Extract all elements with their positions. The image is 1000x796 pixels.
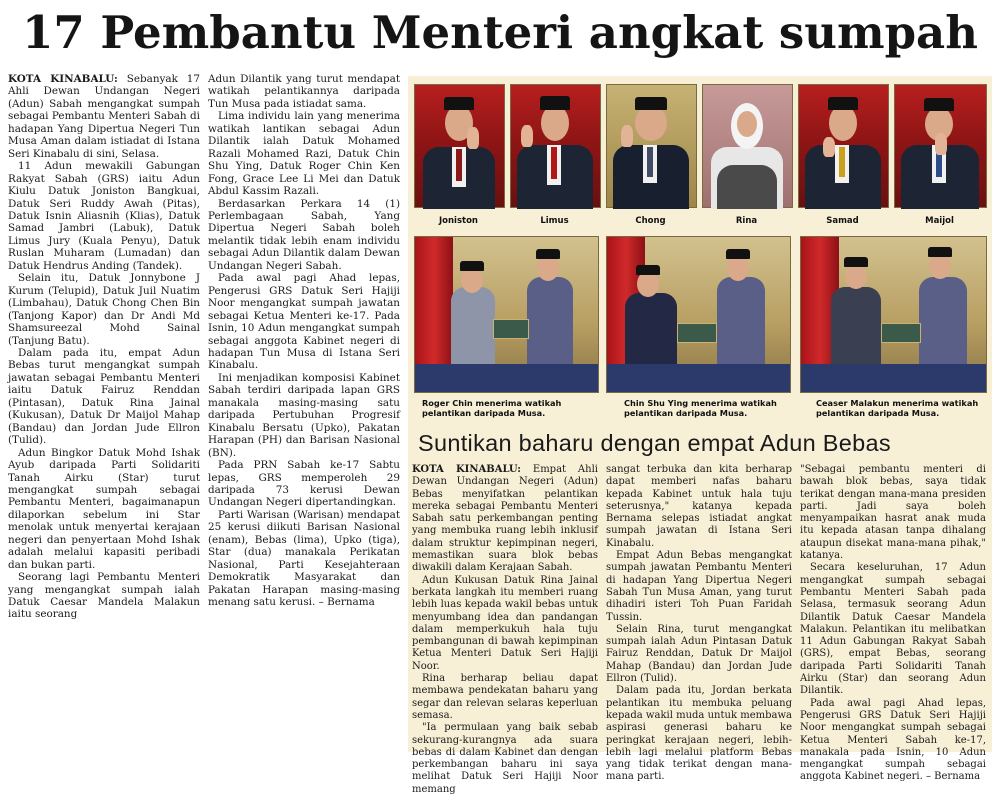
panel-story-column-1 [412,464,598,795]
left-story-column-1 [8,73,200,753]
paragraph: sangat terbuka dan kita berharap dapat memberi nafas baharu kepada Kabinet untuk hala tuju seterusnya," katanya kepada Bernama selepas istiadat angkat sumpah jawatan di Istana Seri Kinabalu. [606,464,792,549]
ceremony-caption-chin-shu-ying: Chin Shu Ying menerima watikah pelantikan daripada Musa. [624,398,777,418]
panel-story-column-2 [606,464,792,783]
paragraph: Ini menjadikan komposisi Kabinet Sabah terdiri daripada lapan GRS manakala masing-masing satu daripada Pertubuhan Progresif Kinabalu Bersatu (Upko), Pakatan Harapan (PH) dan Barisan Nasional (BN). [208,371,400,459]
dateline: KOTA KINABALU: [8,73,118,85]
ceremony-photo-roger-chin [414,236,599,393]
ceremony-photo-chin-shu-ying [606,236,791,393]
paragraph: Parti Warisan (Warisan) mendapat 25 kerusi diikuti Barisan Nasional (enam), Bebas (lima), Upko (tiga), Star (dua) manakala Perikatan Nasional, Parti Kesejahteraan Demokratik Masyarakat dan Pakatan Harapan masing-masing menang satu kerusi. – Bernama [208,508,400,609]
paragraph: Adun Bingkor Datuk Mohd Ishak Ayub daripada Parti Solidariti Tanah Airku (Star) turut mengangkat sumpah sebagai Pembantu Menteri, bagaimanapun dilaporkan sebelum ini Star menolak untuk menyertai kerajaan negeri dan penyertaan Mohd Ishak adalah melalui kapasiti peribadi dan bukan parti. [8,446,200,571]
paragraph: Pada PRN Sabah ke-17 Sabtu lepas, GRS memperoleh 29 daripada 73 kerusi Dewan Undangan Negeri dipertandingkan. [208,459,400,509]
paragraph: Dalam pada itu, empat Adun Bebas turut mengangkat sumpah jawatan sebagai Pembantu Menteri iaitu Datuk Fairuz Renddan (Pintasan), Datuk Rina Jainal (Kukusan), Datuk Dr Maijol Mahap (Bandau) dan Jordan Jude Ellron (Tulid). [8,346,200,447]
ceremony-caption-roger-chin: Roger Chin menerima watikah pelantikan daripada Musa. [422,398,562,418]
panel-story-column-3 [800,464,986,783]
paragraph: Lima individu lain yang menerima watikah lantikan sebagai Adun Dilantik ialah Datuk Mohamed Razali Mohamed Razi, Datuk Chin Shu Ying, Datuk Roger Chin Ken Fong, Grace Lee Li Mei dan Datuk Abdul Kassim Razali. [208,110,400,198]
paragraph: Adun Dilantik yang turut mendapat watikah pelantikannya daripada Tun Musa pada istiadat sama. [208,73,400,110]
paragraph: Pada awal pagi Ahad lepas, Pengerusi GRS Datuk Seri Hajiji Noor mengangkat sumpah jawatan sebagai Ketua Menteri ke-17. Pada Isnin, 10 Adun mengangkat sumpah sebagai anggota Kabinet negeri di hadapan Tun Musa di Istana Seri Kinabalu. [208,272,400,372]
paragraph: "Sebagai pembantu menteri di bawah blok bebas, saya tidak terikat dengan mana-mana presiden parti. Jadi saya boleh menyampaikan hasrat anak muda itu kepada atasan tanpa dihalang ataupun disekat mana-mana pihak," katanya. [800,464,986,562]
paragraph: 11 Adun mewakili Gabungan Rakyat Sabah (GRS) iaitu Adun Kiulu Datuk Joniston Bangkuai, Datuk Seri Ruddy Awah (Pitas), Datuk Isnin Aliasnih (Klias), Datuk Samad Jambri (Labuk), Datuk Limus Jury (Kuala Penyu), Datuk Ruslan Muharam (Lumadan) dan Datuk Hendrus Anding (Tandek). [8,160,200,272]
paragraph: Berdasarkan Perkara 14 (1) Perlembagaan Sabah, Yang Dipertua Negeri Sabah boleh melantik tidak lebih enam individu sebagai Adun Dilantik dalam Dewan Undangan Negeri Sabah. [208,197,400,272]
portrait-name-limus: Limus [540,216,569,226]
paragraph: Rina berharap beliau dapat membawa pendekatan baharu yang segar dan relevan selaras keperluan semasa. [412,673,598,721]
ceremony-photo-caesar-malakun [800,236,987,393]
paragraph: Secara keseluruhan, 17 Adun mengangkat sumpah sebagai Pembantu Menteri Sabah pada Selasa, termasuk seorang Adun Dilantik Datuk Caesar Mandela Malakun. Pelantikan itu melibatkan 11 Adun Gabungan Rakyat Sabah (GRS), empat Bebas, seorang daripada Parti Solidariti Tanah Airku (Star) dan seorang Adun Dilantik. [800,562,986,697]
photo-feature-panel [408,76,992,795]
portrait-name-samad: Samad [826,216,859,226]
portrait-photo-rina [702,84,793,208]
portrait-photo-joniston [414,84,505,208]
paragraph: Selain itu, Datuk Jonnybone J Kurum (Telupid), Datuk Juil Nuatim (Limbahau), Datuk Chong Chen Bin (Tanjong Kapor) dan Dr Andi Md Shamsureezal Mohd Sainal (Tanjung Batu). [8,272,200,347]
paragraph: Adun Kukusan Datuk Rina Jainal berkata langkah itu memberi ruang lebih luas kepada wakil bebas untuk menyumbang idea dan pandangan dalam memperkukuh hala tuju pembangunan di bawah kepimpinan Ketua Menteri Datuk Seri Hajiji Noor. [412,574,598,672]
portrait-name-chong: Chong [635,216,666,226]
paragraph: Selain Rina, turut mengangkat sumpah ialah Adun Pintasan Datuk Fairuz Renddan, Datuk Dr Maijol Mahap (Bandau) dan Jordan Jude Ellron (Tulid). [606,623,792,685]
portrait-name-rina: Rina [735,216,758,226]
paragraph: Pada awal pagi Ahad lepas, Pengerusi GRS Datuk Seri Hajiji Noor mengangkat sumpah sebagai Ketua Menteri Sabah ke-17, manakala pada Isnin, 10 Adun mengangkat sumpah sebagai anggota Kabinet negeri. – Bernama [800,697,986,783]
paragraph: KOTA KINABALU: Empat Ahli Dewan Undangan Negeri (Adun) Bebas menyifatkan pelantikan mereka sebagai Pembantu Menteri Sabah satu perkembangan penting yang membuka ruang lebih inklusif dalam struktur kepimpinan negeri, memastikan suara blok bebas diwakili dalam Kerajaan Sabah. [412,464,598,574]
paragraph: "Ia permulaan yang baik sebab sekurang-kurangnya ada suara bebas di dalam Kabinet dan dengan perkembangan baharu ini saya melihat Datuk Seri Hajiji Noor memang [412,722,598,795]
headline: 17 Pembantu Menteri angkat sumpah [22,6,978,59]
ceremony-caption-caesar-malakun: Ceaser Malakun menerima watikah pelantikan daripada Musa. [816,398,979,418]
portrait-photo-maijol [894,84,987,208]
paragraph: Dalam pada itu, Jordan berkata pelantikan itu membuka peluang kepada wakil muda untuk membawa aspirasi generasi baharu ke peringkat kerajaan negeri, lebih-lebih lagi melalui platform Bebas yang tidak terikat dengan mana-mana parti. [606,685,792,783]
portrait-name-joniston: Joniston [439,216,478,226]
paragraph: KOTA KINABALU: Sebanyak 17 Ahli Dewan Undangan Negeri (Adun) Sabah mengangkat sumpah sebagai Pembantu Menteri Sabah di hadapan Yang Dipertua Negeri Tun Musa Aman dalam istiadat di Istana Seri Kinabalu di sini, Selasa. [8,73,200,160]
paragraph: Empat Adun Bebas mengangkat sumpah jawatan Pembantu Menteri di hadapan Yang Dipertua Negeri Sabah Tun Musa Aman, yang turut dihadiri isteri Toh Puan Faridah Tussin. [606,550,792,623]
left-story-column-2 [208,73,400,753]
paragraph: Seorang lagi Pembantu Menteri yang mengangkat sumpah ialah Datuk Caesar Mandela Malakun iaitu seorang [8,571,200,621]
portrait-photo-samad [798,84,889,208]
panel-subheadline: Suntikan baharu dengan empat Adun Bebas [418,430,891,456]
dateline: KOTA KINABALU: [412,464,521,475]
portrait-photo-chong [606,84,697,208]
portrait-name-maijol: Maijol [925,216,954,226]
portrait-photo-limus [510,84,601,208]
